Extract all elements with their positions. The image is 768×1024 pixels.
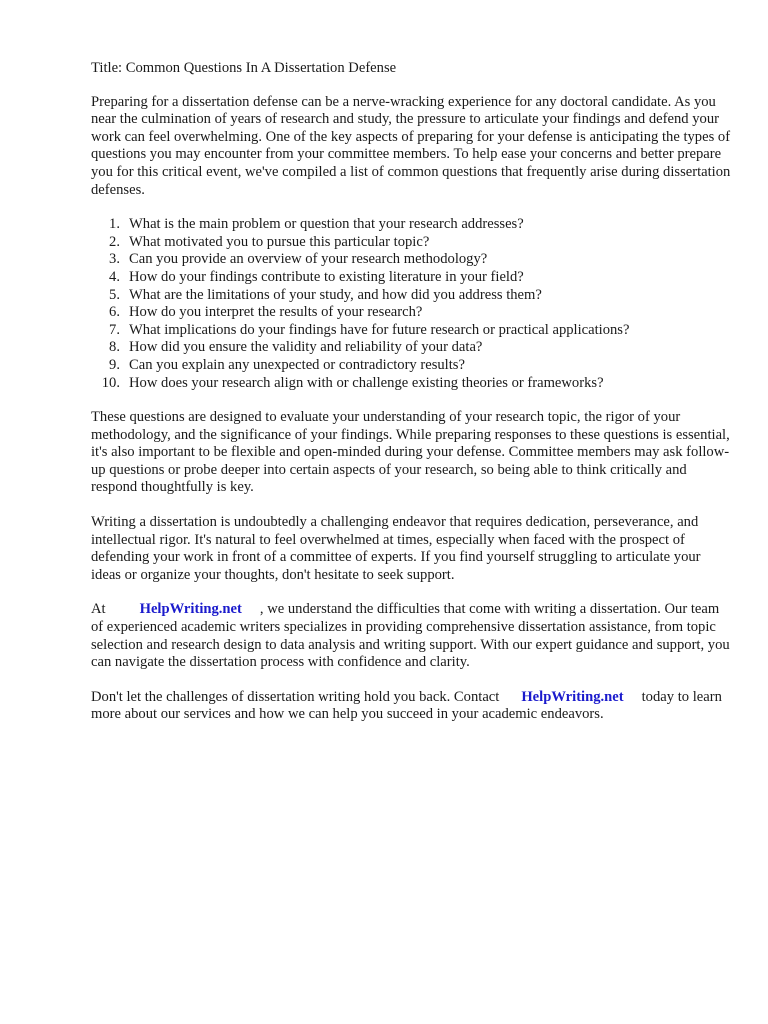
- list-item: [91, 357, 731, 375]
- list-item: [91, 322, 731, 340]
- list-item-number: 7.: [109, 321, 120, 338]
- list-item: [91, 375, 731, 393]
- list-item: [91, 216, 731, 234]
- document-title: Title: Common Questions In A Dissertation Defense: [91, 60, 397, 76]
- list-item-number: 10.: [101, 374, 120, 391]
- list-item-number: 1.: [109, 216, 120, 233]
- list-item: [91, 287, 731, 305]
- questions-list: [91, 216, 731, 392]
- list-item-number: 2.: [109, 233, 120, 250]
- document-page: [91, 60, 731, 741]
- helpwriting-link[interactable]: HelpWriting.net: [521, 688, 624, 705]
- contact-paragraph-lead: Don't let the challenges of dissertation writing hold you back. Contact: [91, 688, 500, 705]
- list-item-number: 6.: [109, 304, 120, 321]
- list-item: [91, 269, 731, 287]
- contact-paragraph: [91, 689, 731, 724]
- list-item-number: 5.: [109, 286, 120, 303]
- list-item-text: How do your findings contribute to existing literature in your field?: [129, 268, 524, 285]
- writing-paragraph: Writing a dissertation is undoubtedly a challenging endeavor that requires dedication, perseverance, and intellectual rigor. It's natural to feel overwhelmed at times, especially when faced with the prospect of defending your work in front of a committee of experts. If you find yourself struggling to articulate your ideas or organize your thoughts, don't hesitate to seek support.: [91, 514, 701, 583]
- list-item-number: 4.: [109, 268, 120, 285]
- list-item: [91, 234, 731, 252]
- list-item-text: What are the limitations of your study, and how did you address them?: [129, 286, 542, 303]
- list-item: [91, 251, 731, 269]
- service-paragraph-body: , we understand the difficulties that come with writing a dissertation. Our team of experienced academic writers specializes in providing comprehensive dissertation assistance, from topic selection and research design to data analysis and writing support. With our expert guidance and support, you can navigate the dissertation process with confidence and clarity.: [91, 601, 730, 671]
- list-item-text: How do you interpret the results of your research?: [129, 304, 423, 321]
- list-item-number: 9.: [109, 356, 120, 373]
- list-item-text: How did you ensure the validity and reliability of your data?: [129, 339, 483, 356]
- list-item-text: What is the main problem or question that your research addresses?: [129, 216, 524, 233]
- evaluate-paragraph: These questions are designed to evaluate your understanding of your research topic, the rigor of your methodology, and the significance of your findings. While preparing responses to these questions is essential, it's also important to be flexible and open-minded during your defense. Committee members may ask follow-up questions or probe deeper into certain aspects of your research, so being able to think critically and respond thoughtfully is key.: [91, 409, 730, 496]
- intro-paragraph: Preparing for a dissertation defense can be a nerve-wracking experience for any doctoral candidate. As you near the culmination of years of research and study, the pressure to articulate your findings and defend your work can feel overwhelming. One of the key aspects of preparing for your defense is anticipating the types of questions you may encounter from your committee members. To help ease your concerns and better prepare you for this critical event, we've compiled a list of common questions that frequently arise during dissertation defenses.: [91, 93, 731, 198]
- list-item-text: What motivated you to pursue this particular topic?: [129, 233, 430, 250]
- list-item-text: What implications do your findings have for future research or practical applications?: [129, 321, 630, 338]
- helpwriting-link[interactable]: HelpWriting.net: [139, 601, 242, 618]
- list-item-number: 8.: [109, 339, 120, 356]
- service-paragraph-lead: At: [91, 601, 106, 618]
- list-item: [91, 304, 731, 322]
- list-item-text: How does your research align with or challenge existing theories or frameworks?: [129, 374, 604, 391]
- contact-paragraph-body: today to learn more about our services and how we can help you succeed in your academic endeavors.: [91, 688, 722, 723]
- list-item: [91, 339, 731, 357]
- service-paragraph: [91, 601, 731, 671]
- list-item-text: Can you explain any unexpected or contradictory results?: [129, 356, 465, 373]
- list-item-text: Can you provide an overview of your research methodology?: [129, 251, 488, 268]
- list-item-number: 3.: [109, 251, 120, 268]
